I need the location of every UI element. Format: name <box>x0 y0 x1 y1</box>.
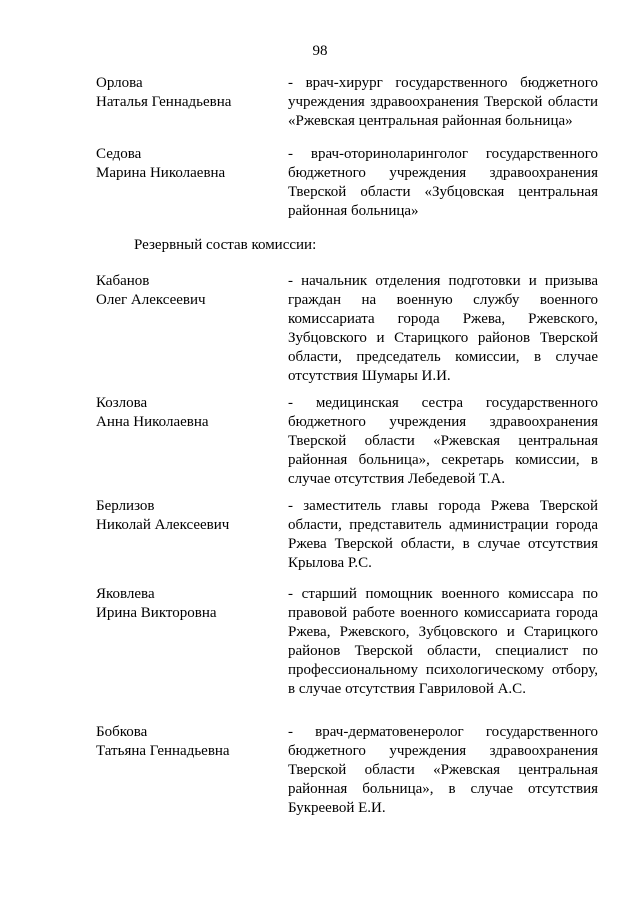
member-name <box>96 497 276 535</box>
reserve-heading: Резервный состав комиссии: <box>134 237 317 253</box>
member-name <box>96 145 276 183</box>
member-given-names: Ирина Викторовна <box>96 605 217 621</box>
member-surname: Берлизов <box>96 498 155 514</box>
member-given-names: Татьяна Геннадьевна <box>96 743 230 759</box>
member-surname: Орлова <box>96 75 143 91</box>
member-description: - врач-оториноларинголог государственного бюджетного учреждения здравоохранения Тверской области «Зубцовская центральная районная больница» <box>288 146 598 219</box>
member-name <box>96 74 276 112</box>
member-given-names: Анна Николаевна <box>96 414 209 430</box>
member-description: - начальник отделения подготовки и призыва граждан на военную службу военного комиссариата города Ржева, Ржевского, Зубцовского и Старицкого районов Тверской области, председатель комиссии, в случае отсутствия Шумары И.И. <box>288 273 598 384</box>
member-name <box>96 272 276 310</box>
member-surname: Яковлева <box>96 586 155 602</box>
member-description: - заместитель главы города Ржева Тверской области, представитель администрации города Ржева Тверской области, в случае отсутствия Крылова Р.С. <box>288 498 598 571</box>
page-number: 98 <box>312 43 328 59</box>
member-surname: Кабанов <box>96 273 150 289</box>
member-description: - старший помощник военного комиссара по правовой работе военного комиссариата города Ржева, Ржевского, Зубцовского и Старицкого районов Тверской области, специалист по профессиональному психологическому отбору, в случае отсутствия Гавриловой А.С. <box>288 586 598 697</box>
member-given-names: Николай Алексеевич <box>96 517 230 533</box>
member-surname: Козлова <box>96 395 148 411</box>
member-given-names: Наталья Геннадьевна <box>96 94 232 110</box>
member-given-names: Марина Николаевна <box>96 165 226 181</box>
member-surname: Седова <box>96 146 142 162</box>
member-name <box>96 585 276 623</box>
member-surname: Бобкова <box>96 724 148 740</box>
member-name <box>96 723 276 761</box>
member-description: - врач-хирург государственного бюджетного учреждения здравоохранения Тверской области «Ржевская центральная районная больница» <box>288 75 598 129</box>
member-description: - медицинская сестра государственного бюджетного учреждения здравоохранения Тверской области «Ржевская центральная районная больница», секретарь комиссии, в случае отсутствия Лебедевой Т.А. <box>288 395 598 487</box>
member-given-names: Олег Алексеевич <box>96 292 206 308</box>
member-description: - врач-дерматовенеролог государственного бюджетного учреждения здравоохранения Тверской области «Ржевская центральная районная больница», в случае отсутствия Букреевой Е.И. <box>288 724 598 816</box>
member-name <box>96 394 276 432</box>
